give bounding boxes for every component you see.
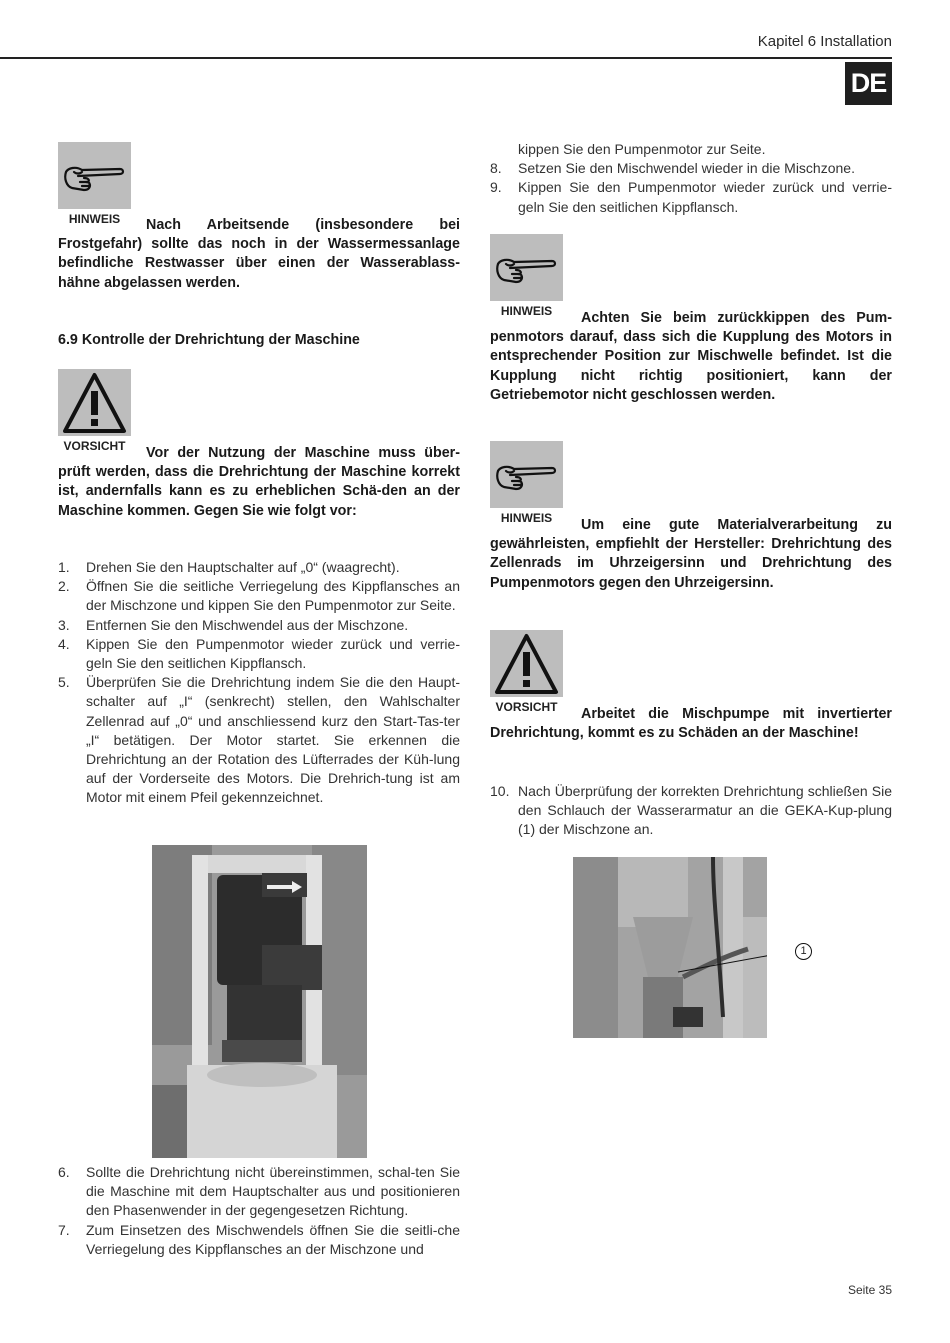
pointing-hand-icon — [490, 234, 563, 301]
list-item: 1. Drehen Sie den Hauptschalter auf „0“ (waagrecht). — [58, 559, 400, 575]
hinweis-text-1: Nach Arbeitsende (insbesondere bei Frostgefahr) sollte das noch in der Wassermessanlage befindliche Restwasser über einen der Wasserablass-hähne abgelassen werden. — [58, 217, 460, 291]
language-badge: DE — [845, 62, 892, 105]
list-item: 9. Kippen Sie den Pumpenmotor wieder zurück und verrie-geln Sie den seitlichen Kippflansch. — [490, 179, 892, 215]
mixing-zone-photo — [573, 857, 767, 1038]
list-item: 6. Sollte die Drehrichtung nicht übereinstimmen, schal-ten Sie die Maschine mit dem Hauptschalter aus und positionieren den Phasenwender in der gegengesetzen Richtung. — [58, 1164, 460, 1219]
hinweis-text-2: Achten Sie beim zurückkippen des Pum-penmotors darauf, dass sich die Kupplung des Motors in entsprechender Position zur Mischwelle befindet. Ist die Kupplung nicht richtig positioniert, kann der Getriebemotor nicht geschlossen werden. — [490, 310, 892, 403]
vorsicht-notice-2 — [490, 630, 892, 717]
hinweis-icon-box — [490, 234, 563, 321]
section-heading: 6.9 Kontrolle der Drehrichtung der Maschine — [58, 332, 360, 348]
warning-triangle-icon — [490, 630, 563, 697]
list-item: 4. Kippen Sie den Pumpenmotor wieder zurück und verrie-geln Sie den seitlichen Kippflansch. — [58, 635, 460, 672]
warning-triangle-icon — [58, 369, 131, 436]
vorsicht-label: VORSICHT — [58, 436, 131, 456]
list-item: 5. Überprüfen Sie die Drehrichtung indem Sie die den Haupt-schalter auf „I“ (senkrecht) stellen, den Wahlschalter Zellenrad auf „0“ und anschliessend kurz den Start-Tas-ter „I“ betätigen. Der Motor startet. Sie erkennen die Drehrichtung an der Rotation des Lüfterrades der Küh-lung auf der Vorderseite des Motors. Die Drehrich-tung ist am Motor mit einem Pfeil gekennzeichnet. — [58, 674, 460, 806]
page-number: Seite 35 — [847, 1283, 892, 1297]
pointing-hand-icon — [490, 441, 563, 508]
hinweis-notice-3 — [490, 441, 892, 528]
hinweis-notice-2 — [490, 234, 892, 321]
chapter-title: Kapitel 6 Installation — [757, 33, 892, 50]
hinweis-label: HINWEIS — [490, 301, 563, 321]
callout-marker: 1 — [795, 943, 812, 960]
list-item: 3. Entfernen Sie den Mischwendel aus der Mischzone. — [58, 616, 409, 633]
header-divider — [0, 57, 892, 59]
steps-list-right — [490, 140, 892, 217]
vorsicht-text-1: Vor der Nutzung der Maschine muss über-prüft werden, dass die Drehrichtung der Maschine korrekt ist, andernfalls kann es zu erheblichen Schä-den an der Maschine kommen. Gegen Sie wie folgt vor: — [58, 445, 460, 519]
hinweis-icon-box — [490, 441, 563, 528]
list-item: 7. Zum Einsetzen des Mischwendels öffnen Sie die seitli-che Verriegelung des Kippflansches an der Mischzone und — [58, 1221, 460, 1257]
hinweis-text-3: Um eine gute Materialverarbeitung zu gewährleisten, empfiehlt der Hersteller: Drehrichtung des Zellenrads im Uhrzeigersinn und Drehrichtung des Pumpenmotors gegen den Uhrzeigersinn. — [490, 517, 892, 591]
vorsicht-label: VORSICHT — [490, 697, 563, 717]
vorsicht-notice-1 — [58, 369, 460, 456]
steps-list-left — [58, 558, 460, 808]
list-item: 8. Setzen Sie den Mischwendel wieder in die Mischzone. — [490, 160, 855, 177]
hinweis-label: HINWEIS — [490, 508, 563, 528]
list-item: 10. Nach Überprüfung der korrekten Drehrichtung schließen Sie den Schlauch der Wasserarmatur an die GEKA-Kup-plung (1) der Mischzone an. — [490, 783, 892, 838]
vorsicht-icon-box — [58, 369, 131, 456]
vorsicht-icon-box — [490, 630, 563, 717]
vorsicht-text-2: Arbeitet die Mischpumpe mit invertierter Drehrichtung, kommt es zu Schäden an der Maschine! — [490, 706, 892, 742]
list-item-continuation: kippen Sie den Pumpenmotor zur Seite. — [518, 141, 766, 157]
pointing-hand-icon — [58, 142, 131, 209]
list-item: 2. Öffnen Sie die seitliche Verriegelung des Kippflansches an der Mischzone und kippen Sie den Pumpenmotor zur Seite. — [58, 578, 460, 614]
steps-list-right-bottom — [490, 782, 892, 840]
motor-photo — [152, 845, 367, 1158]
steps-list-left-bottom — [58, 1163, 460, 1259]
hinweis-label: HINWEIS — [58, 209, 131, 229]
